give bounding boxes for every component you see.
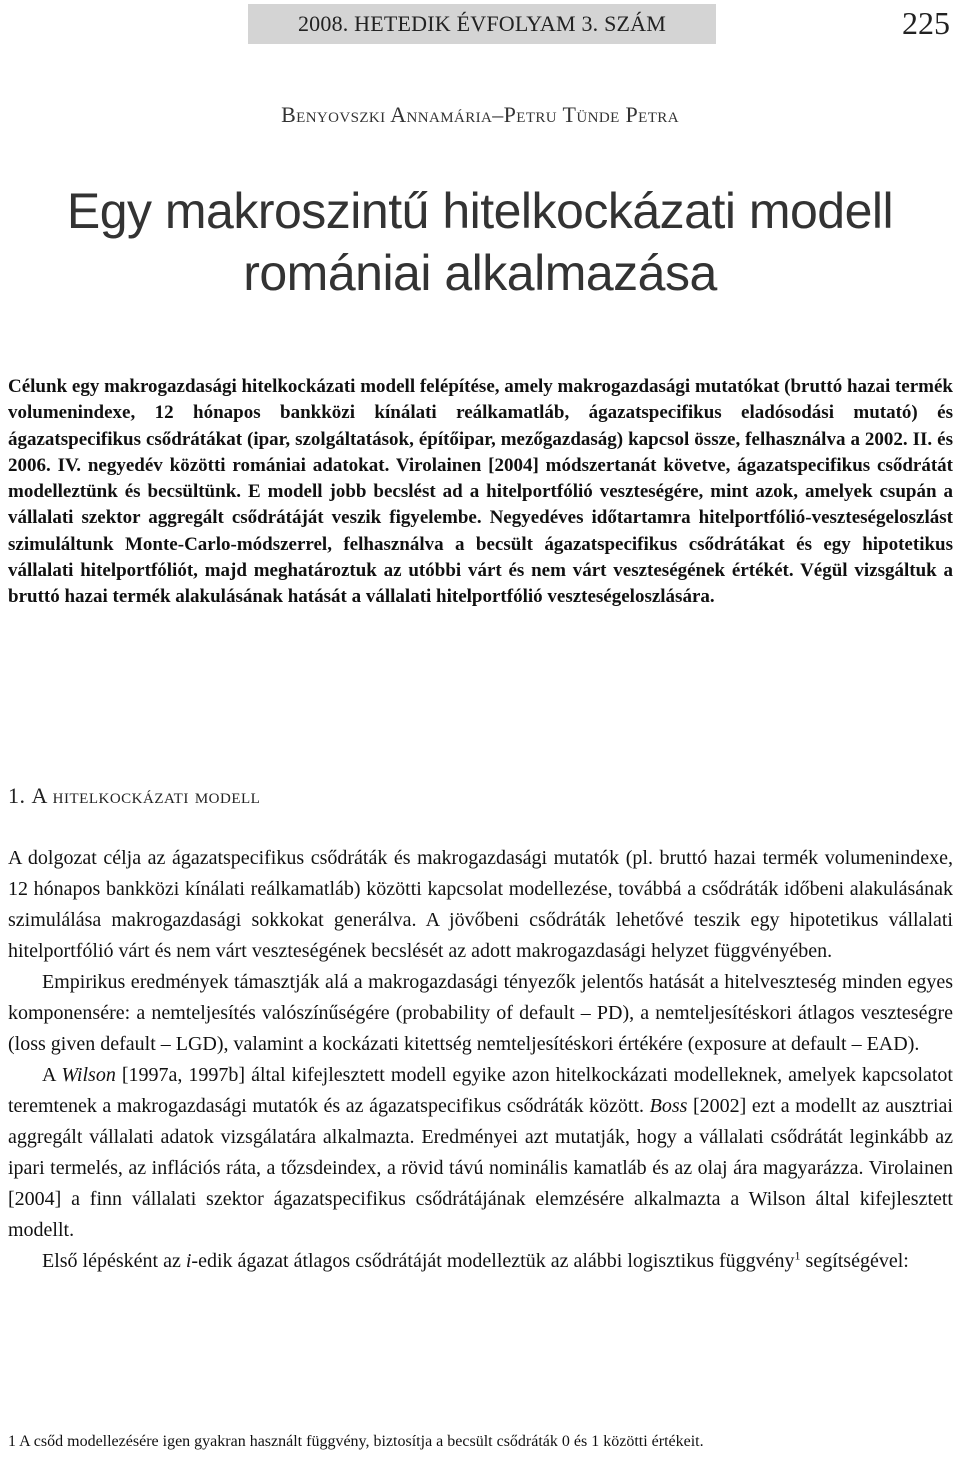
paragraph-4-part-a: Első lépésként az [42,1250,186,1272]
paragraph-4-part-c: segítségével: [800,1250,909,1272]
paragraph-4 [8,1246,953,1277]
article-title-line-1: Egy makroszintű hitelkockázati modell [66,183,894,239]
paragraph-1: A dolgozat célja az ágazatspecifikus csődráták és makrogazdasági mutatók (pl. bruttó hazai termék volumenindexe, 12 hónapos bankközi kínálati reálkamatláb) közötti kapcsolat modellezése, továbbá a csődráták időbeni alakulásának szimulálása makrogazdasági sokkokat generálva. A jövőbeni csődráták lehetővé teszik egy hipotetikus vállalati hitelportfólió várt és nem várt veszteségének becslését az adott makrogazdasági helyzet függvényében. [8,847,953,962]
paragraph-3-part-a: A [42,1064,62,1086]
paragraph-3 [8,1060,953,1246]
article-title [0,180,960,304]
paragraph-3-part-c: [2002] ezt a modellt az ausztriai aggregált vállalati adatok vizsgálatára alkalmazta. Eredményei azt mutatják, hogy a vállalati csődrátát leginkább az ipari termelés, az inflációs ráta, a tőzsdeindex, a rövid távú nominális kamatláb és az olaj ára magyarázza. Virolainen [2004] a finn vállalati szektor ágazatspecifikus csődrátájának elemzésére alkalmazta a Wilson által kifejlesztett modellt. [8,1095,953,1241]
journal-issue-header: 2008. HETEDIK ÉVFOLYAM 3. SZÁM [297,11,666,36]
article-title-line-2: romániai alkalmazása [243,245,717,301]
footnote: 1 A csőd modellezésére igen gyakran használt függvény, biztosítja a becsült csődráták 0 és 1 közötti értékeit. [8,1433,704,1450]
paragraph-3-part-b: [1997a, 1997b] által kifejlesztett modell egyike azon hitelkockázati modelleknek, amelyek kapcsolatot teremtenek a makrogazdasági mutatók és az ágazatspecifikus csődráták között. [8,1064,953,1117]
page-number: 225 [902,5,950,41]
section-body [8,843,953,1277]
paragraph-2: Empirikus eredmények támasztják alá a makrogazdasági tényezők jelentős hatását a hitelveszteség minden egyes komponensére: a nemteljesítés valószínűségére (probability of default – PD), a nemteljesítéskori átlagos veszteségre (loss given default – LGD), valamint a kockázati kitettség nemteljesítéskori értékére (exposure at default – EAD). [8,971,953,1055]
section-number: 1. [8,783,26,808]
footnote-marker: 1 [794,1248,801,1263]
section-heading [8,783,260,809]
citation-wilson: Wilson [61,1064,116,1086]
article-abstract: Célunk egy makrogazdasági hitelkockázati modell felépítése, amely makrogazdasági mutatókat (bruttó hazai termék volumenindexe, 12 hónapos bankközi kínálati reálkamatláb, ágazatspecifikus eladósodási mutató) és ágazatspecifikus csődrátákat (ipar, szolgáltatások, építőipar, mezőgazdaság) kapcsol össze, felhasználva a 2002. II. és 2006. IV. negyedév közötti romániai adatokat. Virolainen [2004] módszertanát követve, ágazatspecifikus csődrátát modelleztünk és becsültünk. E modell jobb becslést ad a hitelportfólió veszteségére, mint azok, amelyek csupán a vállalati szektor aggregált csődrátáját veszik figyelembe. Negyedéves időtartamra hitelportfólió-veszteségeloszlást szimuláltunk Monte-Carlo-módszerrel, felhasználva a becsült ágazatspecifikus csődrátákat és egy hipotetikus vállalati hitelportfóliót, majd meghatároztuk az utóbbi várt és nem várt veszteségének értékét. Végül vizsgáltuk a bruttó hazai termék alakulásának hatását a vállalati hitelportfólió veszteségeloszlására. [8,376,953,608]
article-authors: Benyovszki Annamária–Petru Tünde Petra [281,102,679,127]
index-variable-i: i [185,1250,192,1272]
paragraph-4-part-b: -edik ágazat átlagos csődrátáját modelleztük az alábbi logisztikus függvény [191,1250,795,1272]
citation-boss: Boss [649,1095,688,1117]
section-title: A hitelkockázati modell [31,783,261,808]
